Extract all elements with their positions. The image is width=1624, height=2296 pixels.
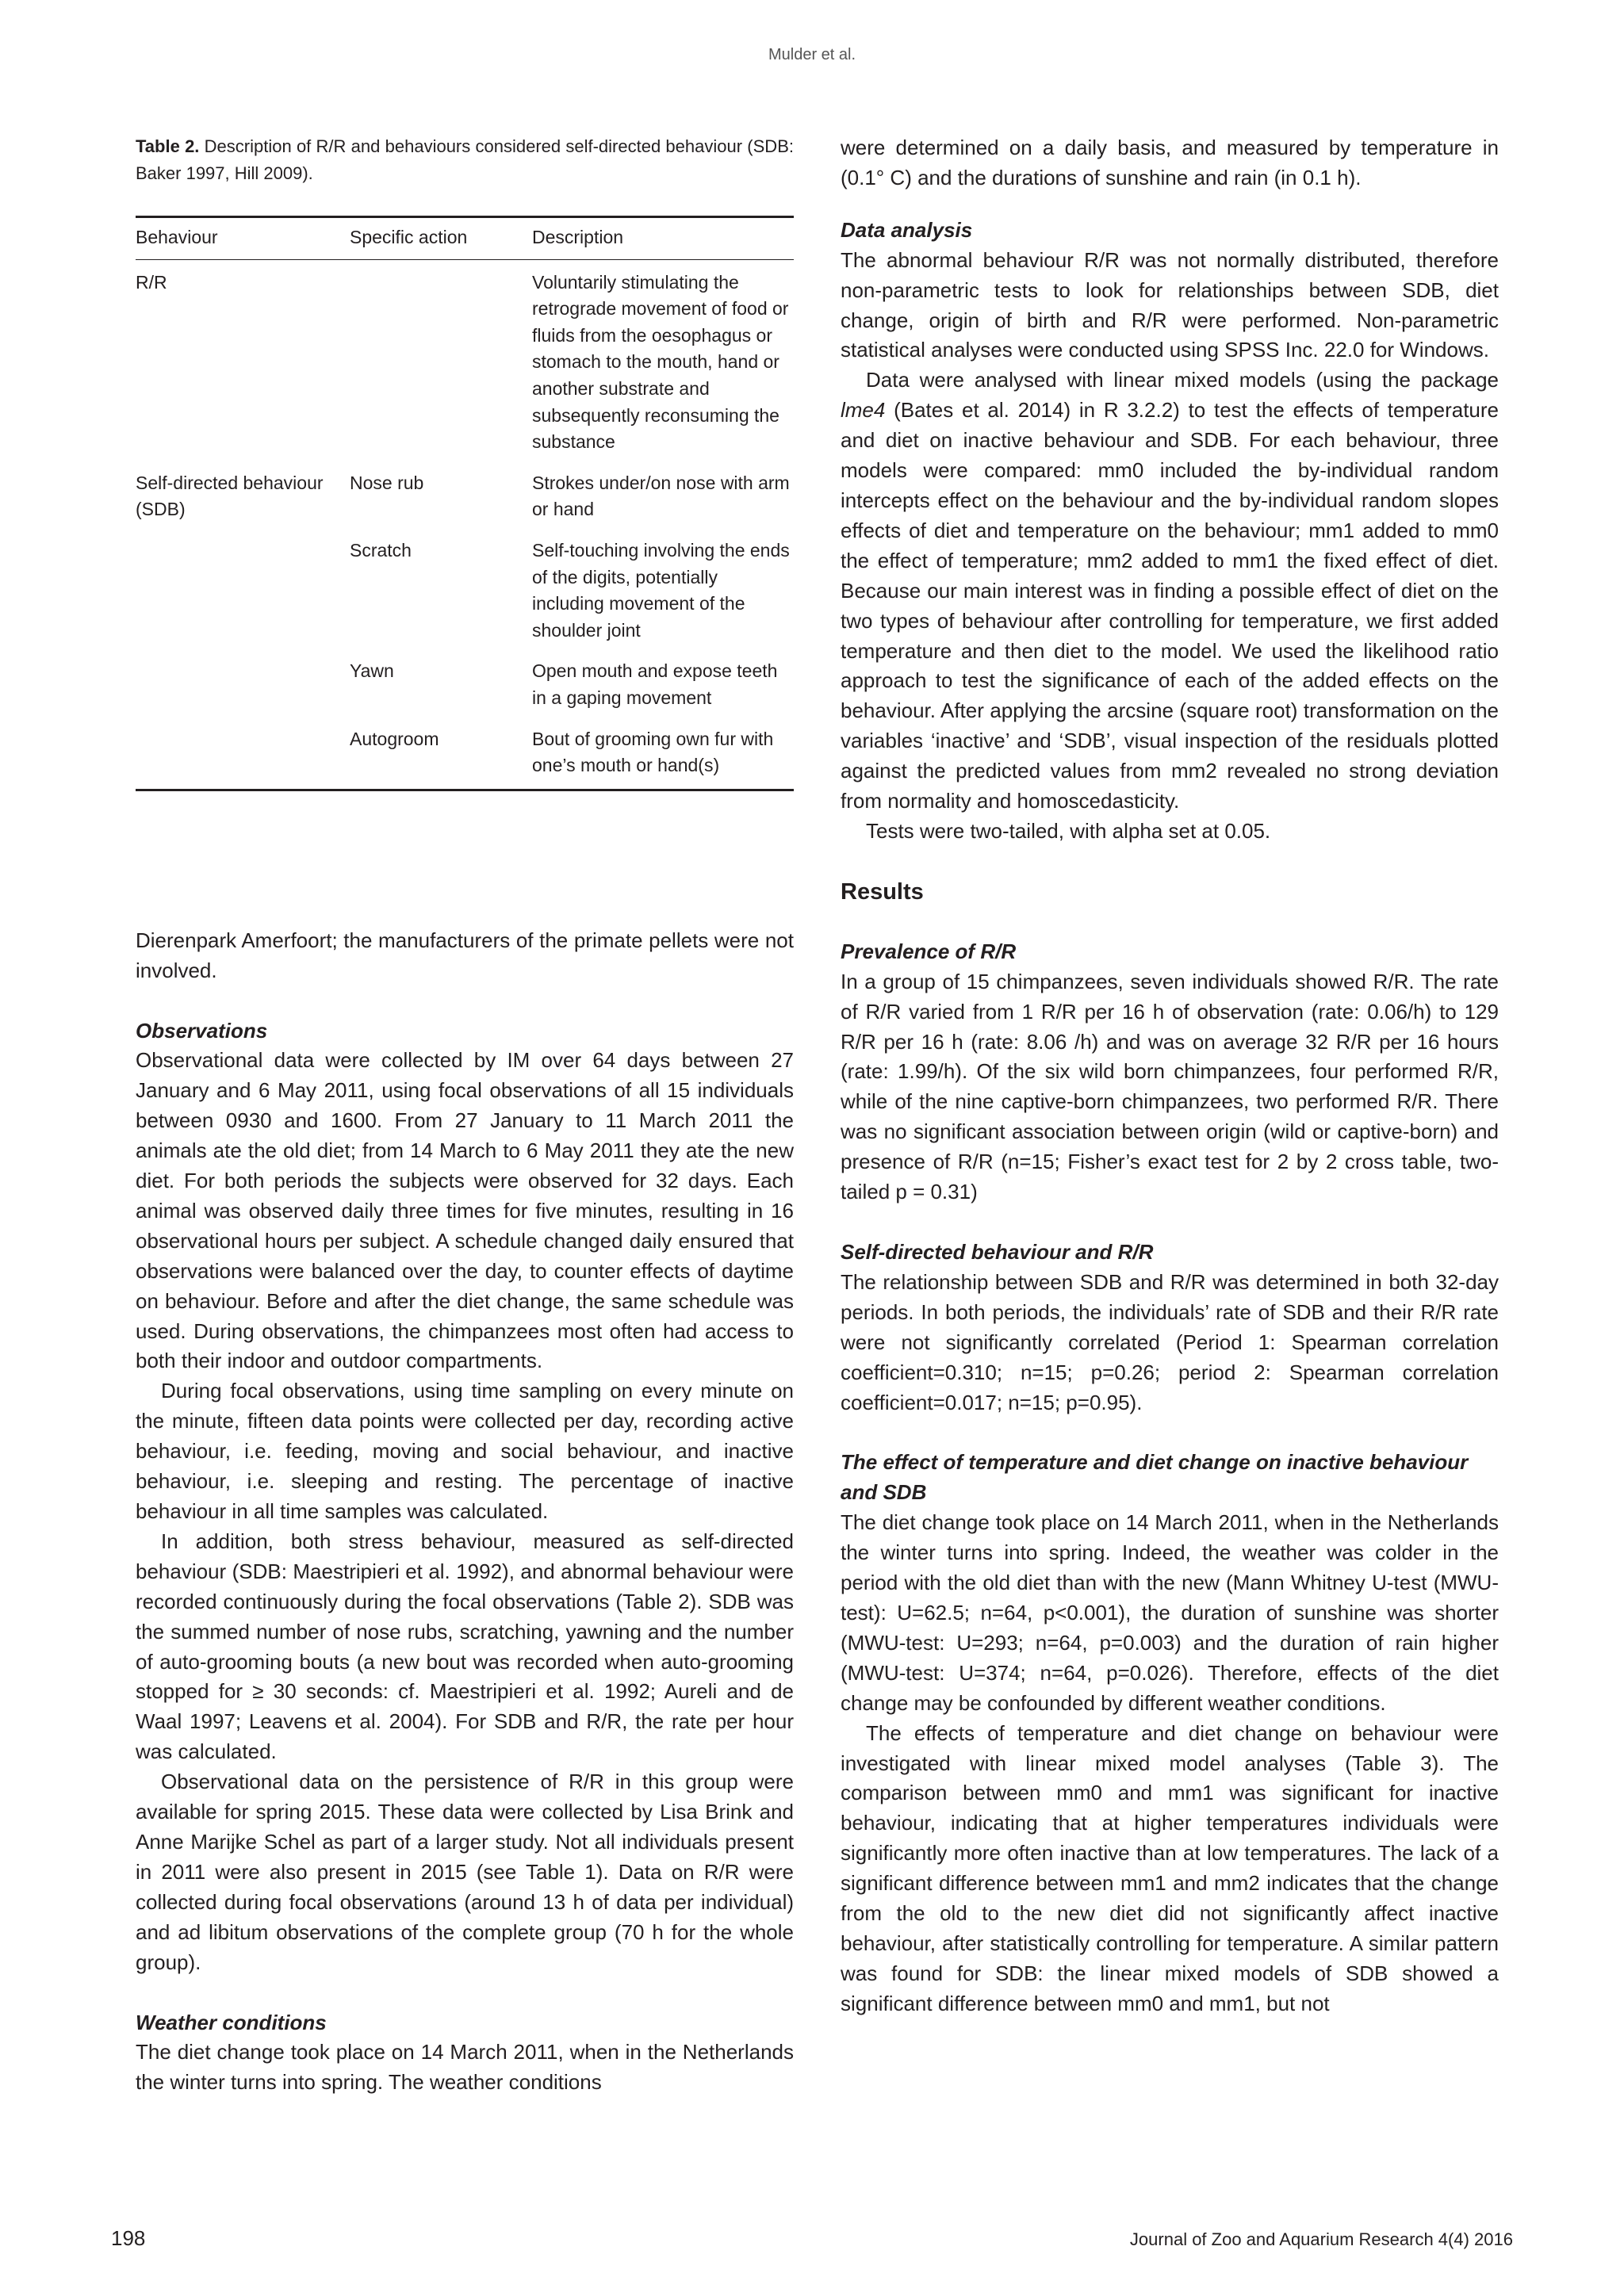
table-caption — [136, 133, 794, 187]
body-paragraph: The effects of temperature and diet change on behaviour were investigated with linear mixed model analyses (Table 3). The comparison between mm0 and mm1 was significant for inactive behaviour, indicating that at higher temperatures individuals were significantly more often inactive than at low temperatures. The lack of a significant difference between mm1 and mm2 indicates that the change from the old to the new diet did not significantly affect inactive behaviour, after statistically controlling for temperature. A similar pattern was found for SDB: the linear mixed models of SDB showed a significant difference between mm0 and mm1, but not — [841, 1720, 1499, 2015]
table-cell: Self-touching involving the ends of the digits, potentially including movement of the shoulder joint — [532, 539, 790, 641]
body-paragraph: Observational data were collected by IM over 64 days between 27 January and 6 May 2011, using focal observations of all 15 individuals between 0930 and 1600. From 27 January to 11 March 2011 the animals ate the old diet; from 14 March to 6 May 2011 they ate the new diet. For both periods the subjects were observed for 32 days. Each animal was observed daily three times for five minutes, resulting in 16 observational hours per subject. A schedule changed daily ensured that observations were balanced over the day, to counter effects of daytime on behaviour. Before and after the diet change, the same schedule was used. During observations, the chimpanzees most often had access to both their indoor and outdoor compartments. — [136, 1048, 794, 1373]
table-row — [136, 259, 794, 461]
results-heading: Results — [841, 878, 924, 905]
table-cell — [136, 717, 350, 790]
table-caption-text: Description of R/R and behaviours considered self-directed behaviour (SDB: Baker 1997, Hill 2009). — [136, 136, 794, 183]
text-run: (Bates et al. 2014) in R 3.2.2) to test the effects of temperature and diet on inactive behaviour and SDB. For each behaviour, three models were compared: mm0 included the by-individual random intercepts effect on the behaviour and the by-individual random slopes effects of diet and temperature on the behaviour; mm1 added to mm0 the effect of temperature; mm2 added to mm1 the fixed effect of diet. Because our main interest was in finding a possible effect of diet on the two types of behaviour after controlling for temperature, we first added temperature and then diet to the model. We used the likelihood ratio approach to test the significance of each of the added effects on the behaviour. After applying the arcsine (square root) transformation on the variables ‘inactive’ and ‘SDB’, visual inspection of the residuals plotted against the predicted values from mm2 revealed no strong deviation from normality and homoscedasticity. — [841, 398, 1499, 813]
body-paragraph — [841, 365, 1499, 817]
left-column — [136, 133, 794, 2098]
body-paragraph: were determined on a daily basis, and measured by temperature in (0.1° C) and the durations of sunshine and rain (in 0.1 h). — [841, 136, 1499, 189]
behaviour-table — [136, 216, 794, 791]
table-row — [136, 528, 794, 649]
body-paragraph: The relationship between SDB and R/R was determined in both 32-day periods. In both periods, the individuals’ rate of SDB and their R/R rate were not significantly correlated (Period 1: Spearman correlation coefficient=0.310; n=15; p=0.26; period 2: Spearman correlation coefficient=0.017; n=15; p=0.95). — [841, 1269, 1499, 1414]
body-paragraph: Observational data on the persistence of R/R in this group were available for spring 2015. These data were collected by Lisa Brink and Anne Marijke Schel as part of a larger study. Not all individuals present in 2011 were also present in 2015 (see Table 1). Data on R/R were collected during focal observations (around 13 h of data per individual) and ad libitum observations of the complete group (70 h for the whole group). — [136, 1770, 794, 1974]
body-paragraph: Tests were two-tailed, with alpha set at 0.05. — [866, 818, 1271, 843]
table-row — [136, 717, 794, 790]
sdb-heading: Self-directed behaviour and R/R — [841, 1240, 1154, 1264]
page-number: 198 — [111, 2226, 146, 2250]
body-paragraph: The abnormal behaviour R/R was not normally distributed, therefore non-parametric tests to look for relationships between SDB, diet change, origin of birth and R/R were performed. Non-parametric statistical analyses were conducted using SPSS Inc. 22.0 for Windows. — [841, 247, 1499, 362]
table-cell: Voluntarily stimulating the retrograde movement of food or fluids from the oesophagus or stomach to the mouth, hand or another substrate and subsequently reconsuming the substance — [532, 271, 789, 453]
table-cell: Autogroom — [350, 717, 532, 790]
data-analysis-heading: Data analysis — [841, 217, 973, 242]
body-paragraph: In addition, both stress behaviour, measured as self-directed behaviour (SDB: Maestripieri et al. 1992), and abnormal behaviour were recorded continuously during the focal observations (Table 2). SDB was the summed number of nose rubs, scratching, yawning and the number of auto-grooming bouts (a new bout was recorded when auto-grooming stopped for ≥ 30 seconds: cf. Maestripieri et al. 1992; Aureli and de Waal 1997; Leavens et al. 2004). For SDB and R/R, the rate per hour was calculated. — [136, 1529, 794, 1764]
text-run: Data were analysed with linear mixed models (using the package — [866, 368, 1499, 392]
table-cell: Nose rub — [350, 472, 424, 493]
table-header-cell: Specific action — [350, 217, 532, 260]
effect-heading: The effect of temperature and diet change on inactive behaviour and SDB — [841, 1450, 1469, 1505]
prevalence-heading: Prevalence of R/R — [841, 939, 1017, 963]
table-cell: Bout of grooming own fur with one’s mouth or hand(s) — [532, 717, 794, 790]
table-row — [136, 461, 794, 528]
intro-paragraph: Dierenpark Amerfoort; the manufacturers of the primate pellets were not involved. — [136, 928, 794, 982]
table-cell: Yawn — [350, 660, 394, 682]
table-header-cell: Behaviour — [136, 217, 350, 260]
table-header-cell: Description — [532, 217, 794, 260]
observations-heading: Observations — [136, 1018, 268, 1043]
table-cell: Open mouth and expose teeth in a gaping movement — [532, 660, 778, 708]
running-header: Mulder et al. — [768, 46, 856, 63]
table-header-row — [136, 217, 794, 260]
table-cell — [350, 259, 532, 461]
table-cell: Self-directed behaviour (SDB) — [136, 472, 324, 520]
body-paragraph: In a group of 15 chimpanzees, seven individuals showed R/R. The rate of R/R varied from 1 R/R per 16 h of observation (rate: 0.06/h) to 129 R/R per 16 h (rate: 8.06 /h) and was on average 32 R/R per 16 hours (rate: 1.99/h). Of the six wild born chimpanzees, four performed R/R, while of the nine captive-born chimpanzees, two performed R/R. There was no significant association between origin (wild or captive-born) and presence of R/R (n=15; Fisher’s exact test for 2 by 2 cross table, two-tailed p = 0.31) — [841, 969, 1499, 1204]
table-cell — [136, 649, 350, 716]
table-row — [136, 649, 794, 716]
right-column — [841, 133, 1499, 2019]
table-cell: Strokes under/on nose with arm or hand — [532, 472, 790, 520]
weather-heading: Weather conditions — [136, 2010, 327, 2034]
body-paragraph: During focal observations, using time sampling on every minute on the minute, fifteen data points were collected per day, recording active behaviour, i.e. feeding, moving and social behaviour, and inactive behaviour, i.e. sleeping and resting. The percentage of inactive behaviour in all time samples was calculated. — [136, 1379, 794, 1523]
table-cell: R/R — [136, 271, 167, 293]
body-paragraph: The diet change took place on 14 March 2011, when in the Netherlands the winter turns into spring. Indeed, the weather was colder in the period with the old diet than with the new (Mann Whitney U-test (MWU-test): U=62.5; n=64, p<0.001), the duration of sunshine was shorter (MWU-test: U=293; n=64, p=0.003) and the duration of rain higher (MWU-test: U=374; n=64, p=0.026). Therefore, effects of the diet change may be confounded by different weather conditions. — [841, 1510, 1499, 1715]
body-paragraph: The diet change took place on 14 March 2011, when in the Netherlands the winter turns into spring. The weather conditions — [136, 2040, 794, 2095]
journal-citation: Journal of Zoo and Aquarium Research 4(4) 2016 — [1129, 2229, 1513, 2249]
table-cell — [136, 528, 350, 649]
table-cell: Scratch — [350, 539, 412, 561]
package-name: lme4 — [841, 398, 886, 423]
table-caption-label: Table 2. — [136, 136, 200, 156]
